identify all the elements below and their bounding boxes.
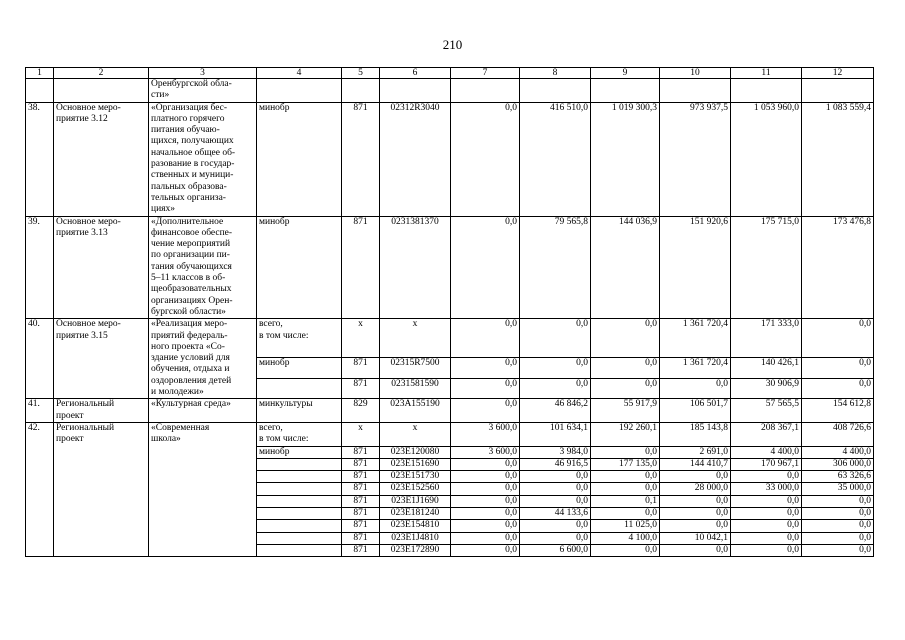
code-cell: 871	[342, 471, 380, 483]
csr-cell: x	[380, 422, 451, 446]
value-cell	[451, 79, 520, 103]
value-cell: 171 333,0	[731, 319, 802, 358]
name-line: здание условий для	[151, 353, 230, 364]
column-number: 3	[149, 68, 257, 79]
value-cell: 63 326,6	[802, 471, 874, 483]
name-line: приятий федераль-	[151, 330, 228, 341]
value-cell: 140 426,1	[731, 358, 802, 378]
name-line: «Дополнительное	[151, 216, 224, 227]
column-number: 7	[451, 68, 520, 79]
value-cell: 33 000,0	[731, 483, 802, 495]
value-cell: 3 600,0	[451, 422, 520, 446]
value-cell: 151 920,6	[660, 216, 731, 319]
value-cell: 0,0	[451, 507, 520, 519]
executor-cell	[257, 458, 342, 470]
name-line: организациях Орен-	[151, 295, 233, 306]
column-number: 5	[342, 68, 380, 79]
csr-cell: 023E120080	[380, 446, 451, 458]
value-cell: 0,0	[731, 471, 802, 483]
value-cell: 0,0	[520, 520, 591, 532]
continuation-row	[26, 79, 874, 103]
name-line: «Реализация меро-	[151, 319, 228, 330]
page-number: 210	[442, 37, 463, 52]
csr-cell: 023E1J1690	[380, 495, 451, 507]
executor-cell	[257, 446, 342, 458]
csr-cell: 023E151690	[380, 458, 451, 470]
value-cell: 0,0	[591, 358, 660, 378]
value-cell: 0,0	[451, 102, 520, 216]
row-number-cell: 41.	[26, 399, 54, 423]
value-cell: 4 400,0	[731, 446, 802, 458]
name-line: «Культурная среда»	[151, 399, 231, 410]
csr-cell: 023A155190	[380, 399, 451, 423]
csr-cell: 023E154810	[380, 520, 451, 532]
table-row	[26, 422, 874, 446]
value-cell: 0,0	[802, 544, 874, 556]
status-line: приятие 3.13	[56, 227, 108, 238]
csr-cell: 0231581590	[380, 378, 451, 398]
csr-cell: 023E151730	[380, 471, 451, 483]
code-cell: 871	[342, 216, 380, 319]
value-cell: 46 846,2	[520, 399, 591, 423]
value-cell: 0,0	[591, 544, 660, 556]
name-line: разование в государ-	[151, 159, 235, 170]
value-cell: 0,0	[731, 532, 802, 544]
value-cell: 973 937,5	[660, 102, 731, 216]
code-cell: 871	[342, 378, 380, 398]
code-cell: 871	[342, 483, 380, 495]
value-cell: 28 000,0	[660, 483, 731, 495]
code-cell: 871	[342, 544, 380, 556]
value-cell: 0,0	[802, 319, 874, 358]
value-cell: 0,0	[660, 520, 731, 532]
name-line: по организации пи-	[151, 250, 230, 261]
csr-cell: 02315R7500	[380, 358, 451, 378]
name-line: 5–11 классов в об-	[151, 273, 226, 284]
value-cell: 408 726,6	[802, 422, 874, 446]
csr-cell: 0231381370	[380, 216, 451, 319]
value-cell: 0,0	[451, 458, 520, 470]
csr-cell	[380, 79, 451, 103]
column-number-row	[26, 68, 874, 79]
value-cell: 0,0	[451, 399, 520, 423]
status-line: проект	[56, 434, 84, 445]
row-number-cell: 40.	[26, 319, 54, 399]
column-number: 9	[591, 68, 660, 79]
value-cell: 0,0	[451, 532, 520, 544]
value-cell: 0,0	[802, 520, 874, 532]
executor-cell	[257, 79, 342, 103]
name-line: и молодежи»	[151, 387, 204, 398]
value-cell: 0,0	[802, 378, 874, 398]
value-cell: 416 510,0	[520, 102, 591, 216]
value-cell: 0,0	[520, 495, 591, 507]
value-cell: 144 036,9	[591, 216, 660, 319]
value-cell: 144 410,7	[660, 458, 731, 470]
value-cell: 208 367,1	[731, 422, 802, 446]
column-number: 10	[660, 68, 731, 79]
status-cell	[54, 102, 149, 216]
value-cell: 1 053 960,0	[731, 102, 802, 216]
value-cell: 0,0	[451, 319, 520, 358]
budget-table-container	[25, 67, 873, 557]
value-cell: 154 612,8	[802, 399, 874, 423]
value-cell: 0,0	[731, 495, 802, 507]
value-cell: 0,0	[451, 216, 520, 319]
name-cell	[149, 216, 257, 319]
value-cell: 0,0	[731, 507, 802, 519]
code-cell: 871	[342, 507, 380, 519]
value-cell: 185 143,8	[660, 422, 731, 446]
value-cell: 0,0	[660, 495, 731, 507]
executor-cell	[257, 507, 342, 519]
name-line: оздоровления детей	[151, 375, 232, 386]
executor-line: минобр	[259, 358, 290, 369]
value-cell: 79 565,8	[520, 216, 591, 319]
name-line: начальное общее об-	[151, 147, 236, 158]
row-number-cell: 39.	[26, 216, 54, 319]
value-cell: 0,0	[802, 507, 874, 519]
table-body	[26, 68, 874, 557]
status-cell	[54, 399, 149, 423]
executor-line: всего,	[259, 319, 283, 330]
name-cell	[149, 319, 257, 399]
executor-line	[259, 459, 339, 470]
status-line: приятие 3.12	[56, 113, 108, 124]
code-cell: x	[342, 319, 380, 358]
value-cell: 0,0	[451, 378, 520, 398]
value-cell: 0,0	[520, 358, 591, 378]
executor-cell	[257, 216, 342, 319]
value-cell: 0,0	[520, 319, 591, 358]
status-line: Региональный	[56, 422, 115, 433]
executor-cell	[257, 520, 342, 532]
value-cell: 1 361 720,4	[660, 319, 731, 358]
table-row	[26, 102, 874, 216]
executor-line: всего,	[259, 422, 283, 433]
executor-cell	[257, 422, 342, 446]
value-cell: 0,0	[591, 507, 660, 519]
value-cell	[802, 79, 874, 103]
value-cell: 10 042,1	[660, 532, 731, 544]
name-line: питания обучаю-	[151, 125, 220, 136]
code-cell: 871	[342, 532, 380, 544]
value-cell: 192 260,1	[591, 422, 660, 446]
value-cell: 0,0	[451, 483, 520, 495]
name-cell	[149, 399, 257, 423]
csr-cell: x	[380, 319, 451, 358]
name-line: «Организация бес-	[151, 102, 228, 113]
code-cell: 829	[342, 399, 380, 423]
csr-cell: 023E172890	[380, 544, 451, 556]
row-number-cell: 42.	[26, 422, 54, 556]
value-cell: 11 025,0	[591, 520, 660, 532]
value-cell: 55 917,9	[591, 399, 660, 423]
value-cell: 0,0	[591, 378, 660, 398]
value-cell: 0,0	[660, 544, 731, 556]
code-cell: 871	[342, 520, 380, 532]
column-number: 12	[802, 68, 874, 79]
status-line: приятие 3.15	[56, 330, 108, 341]
value-cell: 106 501,7	[660, 399, 731, 423]
value-cell: 0,0	[591, 319, 660, 358]
value-cell	[731, 79, 802, 103]
column-number: 4	[257, 68, 342, 79]
value-cell: 30 906,9	[731, 378, 802, 398]
executor-cell	[257, 471, 342, 483]
code-cell: 871	[342, 495, 380, 507]
name-line: Оренбургской обла-	[151, 79, 232, 89]
value-cell: 101 634,1	[520, 422, 591, 446]
budget-table	[25, 67, 874, 557]
value-cell: 0,0	[520, 378, 591, 398]
csr-cell: 023E152560	[380, 483, 451, 495]
status-line: проект	[56, 410, 84, 421]
status-line: Основное меро-	[56, 319, 121, 330]
executor-cell	[257, 399, 342, 423]
column-number: 11	[731, 68, 802, 79]
value-cell	[591, 79, 660, 103]
value-cell: 2 691,0	[660, 446, 731, 458]
value-cell: 0,0	[451, 471, 520, 483]
value-cell: 173 476,8	[802, 216, 874, 319]
executor-cell	[257, 495, 342, 507]
executor-cell	[257, 544, 342, 556]
name-line: бургской области»	[151, 306, 226, 317]
value-cell: 1 019 300,3	[591, 102, 660, 216]
status-cell	[54, 422, 149, 556]
status-line: Основное меро-	[56, 102, 121, 113]
executor-line	[259, 379, 339, 390]
value-cell: 0,0	[731, 544, 802, 556]
name-line: тельных организа-	[151, 192, 226, 203]
value-cell: 0,0	[802, 358, 874, 378]
name-line: финансовое обеспе-	[151, 227, 233, 238]
value-cell: 46 916,5	[520, 458, 591, 470]
status-line: Основное меро-	[56, 216, 121, 227]
value-cell	[660, 79, 731, 103]
executor-line	[259, 520, 339, 531]
executor-line: в том числе:	[259, 330, 309, 341]
value-cell: 1 361 720,4	[660, 358, 731, 378]
row-number-cell: 38.	[26, 102, 54, 216]
value-cell: 306 000,0	[802, 458, 874, 470]
value-cell: 57 565,5	[731, 399, 802, 423]
name-line: школа»	[151, 434, 181, 445]
executor-line	[259, 483, 339, 494]
executor-line: минкультуры	[259, 399, 313, 410]
value-cell: 4 400,0	[802, 446, 874, 458]
code-cell: 871	[342, 358, 380, 378]
name-line: ственных и муници-	[151, 170, 234, 181]
name-line: щеобразовательных	[151, 284, 232, 295]
value-cell: 0,0	[451, 495, 520, 507]
executor-cell	[257, 378, 342, 398]
value-cell: 0,0	[451, 358, 520, 378]
value-cell: 0,0	[591, 483, 660, 495]
csr-cell: 023E1J4810	[380, 532, 451, 544]
value-cell: 0,0	[802, 495, 874, 507]
value-cell: 0,0	[660, 378, 731, 398]
table-row	[26, 399, 874, 423]
name-line: тания обучающихся	[151, 261, 232, 272]
name-line: обучения, отдыха и	[151, 364, 230, 375]
value-cell: 1 083 559,4	[802, 102, 874, 216]
value-cell: 0,1	[591, 495, 660, 507]
executor-cell	[257, 483, 342, 495]
executor-cell	[257, 532, 342, 544]
name-line: платного горячего	[151, 113, 225, 124]
code-cell: x	[342, 422, 380, 446]
value-cell: 170 967,1	[731, 458, 802, 470]
executor-line	[259, 545, 339, 556]
value-cell: 0,0	[451, 544, 520, 556]
executor-cell	[257, 319, 342, 358]
value-cell: 0,0	[660, 471, 731, 483]
value-cell: 35 000,0	[802, 483, 874, 495]
table-row	[26, 216, 874, 319]
code-cell	[342, 79, 380, 103]
value-cell	[520, 79, 591, 103]
name-line: щихся, получающих	[151, 136, 234, 147]
column-number: 1	[26, 68, 54, 79]
status-cell	[54, 319, 149, 399]
code-cell: 871	[342, 458, 380, 470]
value-cell: 44 133,6	[520, 507, 591, 519]
executor-line	[259, 496, 339, 507]
value-cell: 6 600,0	[520, 544, 591, 556]
value-cell: 0,0	[520, 483, 591, 495]
column-number: 8	[520, 68, 591, 79]
executor-cell	[257, 102, 342, 216]
row-number-cell	[26, 79, 54, 103]
csr-cell: 023E181240	[380, 507, 451, 519]
executor-line: минобр	[259, 216, 290, 227]
executor-line	[259, 508, 339, 519]
executor-line: в том числе:	[259, 434, 309, 445]
value-cell: 3 600,0	[451, 446, 520, 458]
column-number: 2	[54, 68, 149, 79]
value-cell: 0,0	[520, 532, 591, 544]
name-line: сти»	[151, 90, 170, 101]
status-line: Региональный	[56, 399, 115, 410]
status-cell	[54, 216, 149, 319]
executor-line	[259, 471, 339, 482]
executor-line: минобр	[259, 446, 290, 457]
value-cell: 4 100,0	[591, 532, 660, 544]
name-line: пальных образова-	[151, 181, 227, 192]
code-cell: 871	[342, 102, 380, 216]
value-cell: 175 715,0	[731, 216, 802, 319]
name-cell	[149, 422, 257, 556]
name-line: циях»	[151, 204, 176, 215]
value-cell: 0,0	[520, 471, 591, 483]
executor-cell	[257, 358, 342, 378]
value-cell: 177 135,0	[591, 458, 660, 470]
value-cell: 0,0	[451, 520, 520, 532]
column-number: 6	[380, 68, 451, 79]
value-cell: 3 984,0	[520, 446, 591, 458]
value-cell: 0,0	[660, 507, 731, 519]
name-cell	[149, 102, 257, 216]
value-cell: 0,0	[731, 520, 802, 532]
name-line: ного проекта «Со-	[151, 341, 225, 352]
name-line: «Современная	[151, 422, 210, 433]
value-cell: 0,0	[802, 532, 874, 544]
name-cell	[149, 79, 257, 103]
code-cell: 871	[342, 446, 380, 458]
status-cell	[54, 79, 149, 103]
name-line: чение мероприятий	[151, 239, 231, 250]
csr-cell: 02312R3040	[380, 102, 451, 216]
executor-line	[259, 533, 339, 544]
table-row	[26, 319, 874, 358]
executor-line: минобр	[259, 102, 290, 113]
value-cell: 0,0	[591, 446, 660, 458]
value-cell: 0,0	[591, 471, 660, 483]
